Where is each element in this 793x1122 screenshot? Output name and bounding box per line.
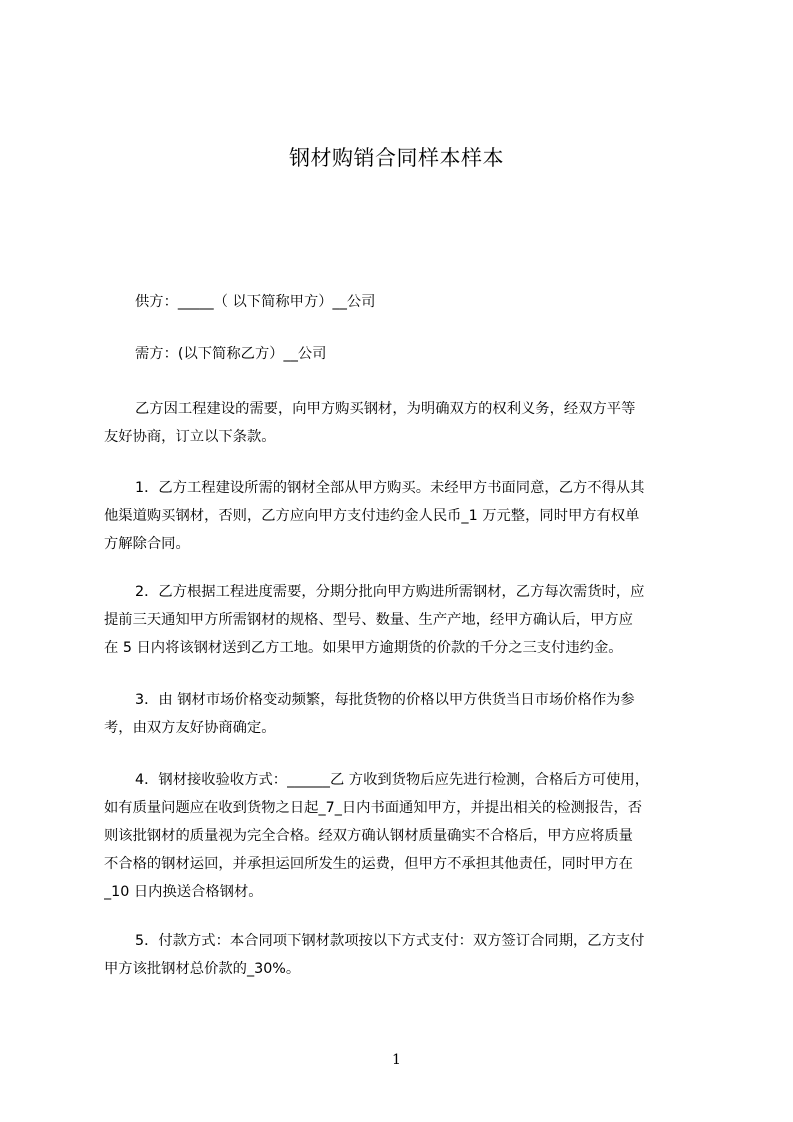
clause-1 (104, 474, 704, 558)
clause-1-line: 他渠道购买钢材，否则，乙方应向甲方支付违约金人民币_1 万元整，同时甲方有权单 (104, 508, 640, 524)
clause-4 (104, 766, 704, 906)
clause-5-line: 5．付款方式：本合同项下钢材款项按以下方式支付：双方签订合同期，乙方支付 (135, 933, 645, 949)
clause-3-line: 考，由双方友好协商确定。 (104, 720, 276, 736)
clause-1-line: 1．乙方工程建设所需的钢材全部从甲方购买。未经甲方书面同意，乙方不得从其 (135, 480, 645, 496)
intro-line: 乙方因工程建设的需要，向甲方购买钢材，为明确双方的权利义务，经双方平等 (135, 401, 636, 417)
intro-line: 友好协商，订立以下条款。 (104, 429, 276, 445)
clause-2 (104, 578, 704, 662)
clause-4-line: 4．钢材接收验收方式：______乙 方收到货物后应先进行检测，合格后方可使用， (135, 772, 650, 788)
clause-4-line: _10 日内换送合格钢材。 (104, 884, 263, 900)
clause-4-line: 则该批钢材的质量视为完全合格。经双方确认钢材质量确实不合格后，甲方应将质量 (104, 828, 633, 844)
document-title: 钢材购销合同样本样本 (289, 146, 504, 170)
supplier-line-text: 供方：_____（ 以下简称甲方）__公司 (135, 294, 376, 310)
intro-paragraph (104, 395, 704, 451)
clause-2-line: 2．乙方根据工程进度需要，分期分批向甲方购进所需钢材，乙方每次需货时，应 (135, 584, 645, 600)
buyer-line-text: 需方：(以下简称乙方）__公司 (135, 346, 327, 362)
clause-5 (104, 927, 704, 983)
clause-2-line: 提前三天通知甲方所需钢材的规格、型号、数量、生产产地，经甲方确认后，甲方应 (104, 612, 633, 628)
clause-2-line: 在 5 日内将该钢材送到乙方工地。如果甲方逾期货的价款的千分之三支付违约金。 (104, 640, 623, 656)
supplier-line (104, 288, 704, 316)
clause-4-line: 如有质量问题应在收到货物之日起_7_日内书面通知甲方，并提出相关的检测报告，否 (104, 800, 643, 816)
clause-4-line: 不合格的钢材运回，并承担运回所发生的运费，但甲方不承担其他责任，同时甲方在 (104, 856, 633, 872)
buyer-line (104, 340, 704, 368)
clause-3-line: 3．由 钢材市场价格变动频繁，每批货物的价格以甲方供货当日市场价格作为参 (135, 692, 635, 708)
clause-1-line: 方解除合同。 (104, 536, 190, 552)
clause-5-line: 甲方该批钢材总价款的_30%。 (104, 961, 301, 977)
clause-3 (104, 686, 704, 742)
page-number: 1 (392, 1052, 401, 1068)
